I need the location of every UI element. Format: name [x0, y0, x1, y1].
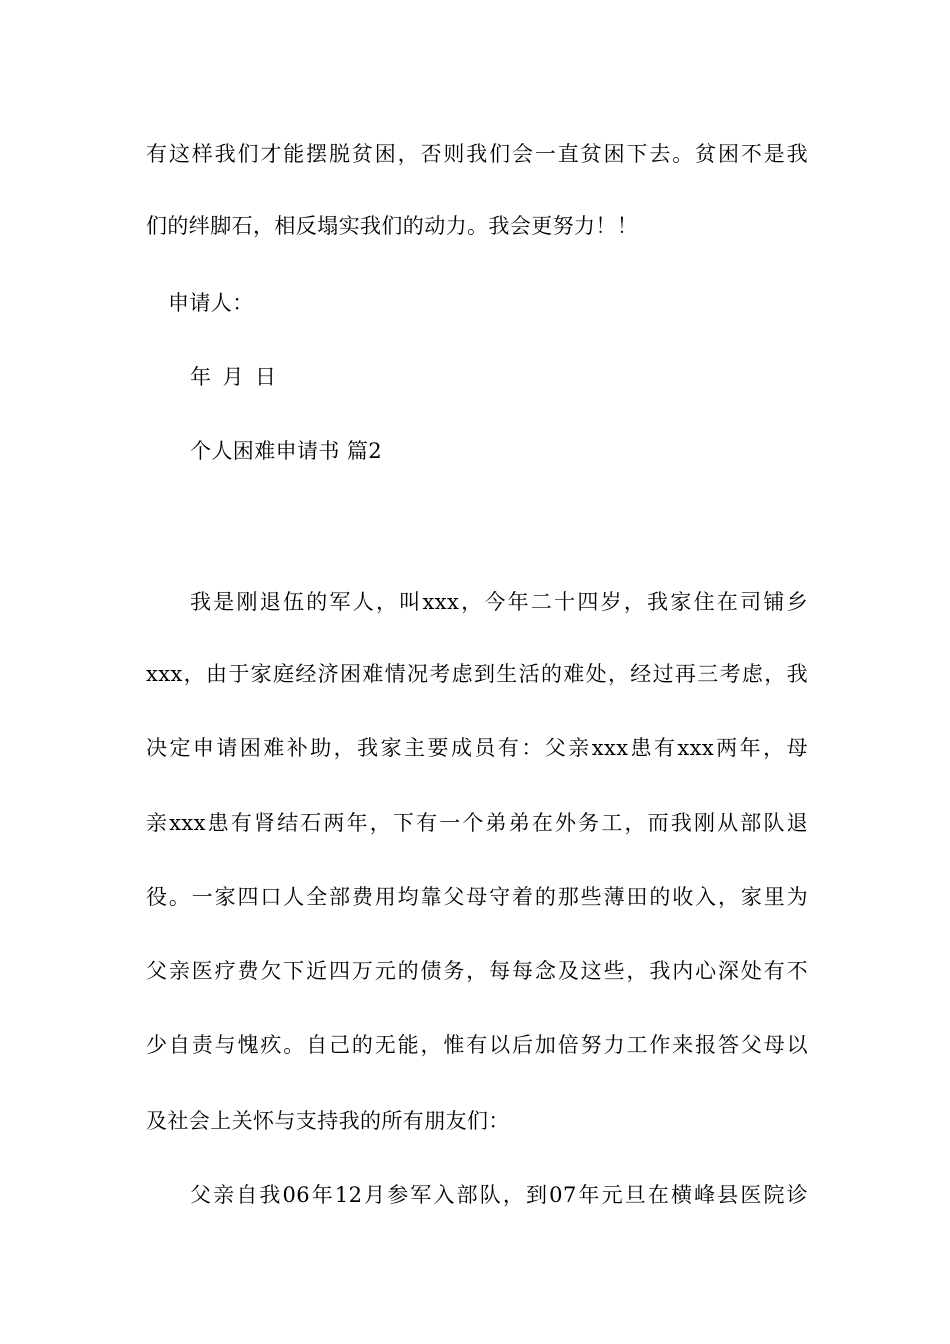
signature-label: 申请人：: [168, 291, 254, 315]
paragraph-line: 及社会上关怀与支持我的所有朋友们：: [146, 1109, 510, 1133]
paragraph-line: 决定申请困难补助，我家主要成员有：父亲xxx患有xxx两年，母: [146, 736, 808, 760]
paragraph-line: 父亲自我06年12月参军入部队，到07年元旦在横峰县医院诊: [190, 1183, 808, 1207]
date-line: 年 月 日: [190, 365, 277, 389]
paragraph-line: 我是刚退伍的军人，叫xxx，今年二十四岁，我家住在司铺乡: [190, 590, 808, 614]
paragraph-line: xxx，由于家庭经济困难情况考虑到生活的难处，经过再三考虑，我: [146, 662, 808, 686]
section-heading: 个人困难申请书 篇2: [190, 439, 383, 463]
paragraph-line: 父亲医疗费欠下近四万元的债务，每每念及这些，我内心深处有不: [146, 959, 808, 983]
paragraph-line: 亲xxx患有肾结石两年，下有一个弟弟在外务工，而我刚从部队退: [146, 811, 808, 835]
text-line: 们的绊脚石，相反塌实我们的动力。我会更努力！！: [146, 214, 639, 238]
paragraph-line: 少自责与愧疚。自己的无能，惟有以后加倍努力工作来报答父母以: [146, 1033, 808, 1057]
text-line: 有这样我们才能摆脱贫困，否则我们会一直贫困下去。贫困不是我: [146, 142, 808, 166]
paragraph-line: 役。一家四口人全部费用均靠父母守着的那些薄田的收入，家里为: [146, 885, 808, 909]
